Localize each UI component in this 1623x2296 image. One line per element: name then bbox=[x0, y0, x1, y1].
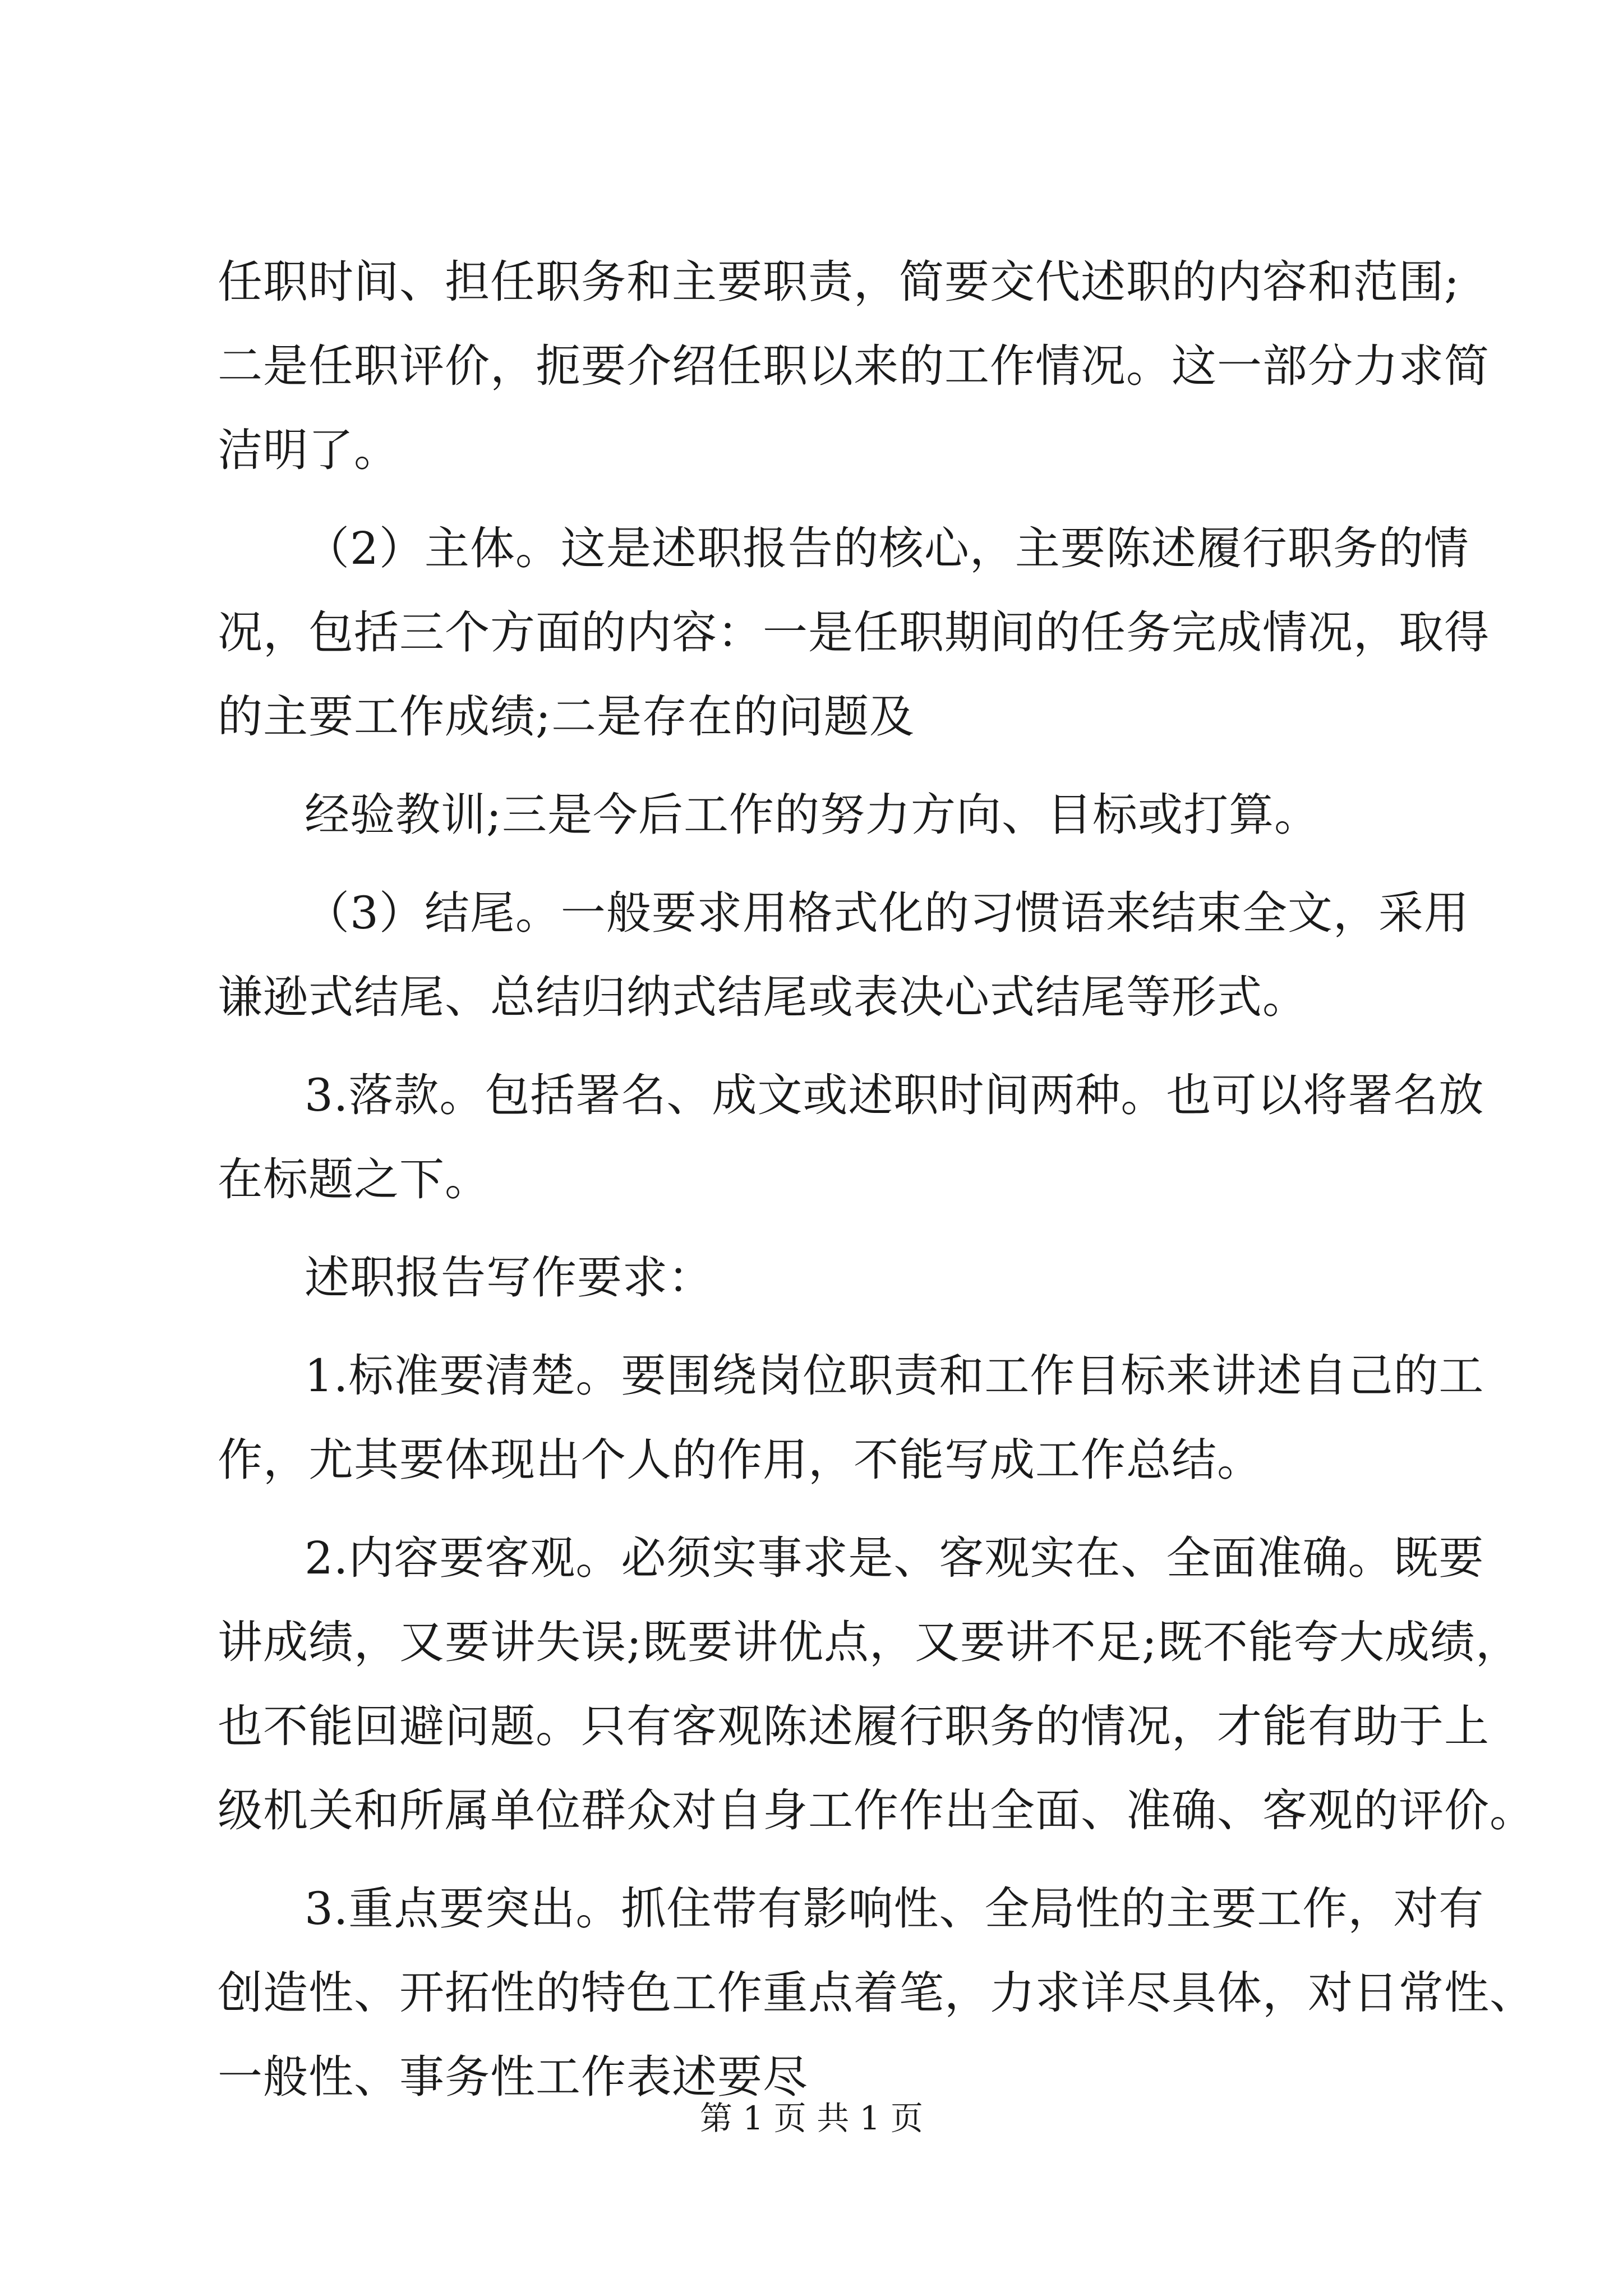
paragraph-line: 3.重点要突出。抓住带有影响性、全局性的主要工作，对有 bbox=[305, 1883, 1484, 1935]
paragraph-line: 况，包括三个方面的内容：一是任职期间的任务完成情况，取得 bbox=[218, 606, 1490, 659]
paragraph-line: 3.落款。包括署名、成文或述职时间两种。也可以将署名放 bbox=[305, 1069, 1484, 1121]
paragraph-line: 级机关和所属单位群众对自身工作作出全面、准确、客观的评价。 bbox=[218, 1784, 1535, 1837]
paragraph-line: （3）结尾。一般要求用格式化的习惯语来结束全文，采用 bbox=[305, 887, 1469, 939]
page-number-footer: 第 1 页 共 1 页 bbox=[700, 2099, 923, 2137]
paragraph-line: 作，尤其要体现出个人的作用，不能写成工作总结。 bbox=[218, 1434, 1262, 1486]
paragraph-line: 创造性、开拓性的特色工作重点着笔，力求详尽具体，对日常性、 bbox=[218, 1967, 1535, 2019]
paragraph-line: 谦逊式结尾、总结归纳式结尾或表决心式结尾等形式。 bbox=[218, 971, 1308, 1023]
paragraph-line: 也不能回避问题。只有客观陈述履行职务的情况，才能有助于上 bbox=[218, 1700, 1490, 1752]
paragraph-line: 1.标准要清楚。要围绕岗位职责和工作目标来讲述自己的工 bbox=[305, 1350, 1484, 1402]
paragraph-line: 2.内容要客观。必须实事求是、客观实在、全面准确。既要 bbox=[305, 1532, 1484, 1584]
paragraph-line: （2）主体。这是述职报告的核心，主要陈述履行职务的情 bbox=[305, 522, 1469, 574]
paragraph-line: 的主要工作成绩;二是存在的问题及 bbox=[218, 691, 915, 743]
paragraph-line: 任职时间、担任职务和主要职责，简要交代述职的内容和范围; bbox=[218, 256, 1460, 308]
paragraph-line: 二是任职评价，扼要介绍任职以来的工作情况。这一部分力求简 bbox=[218, 340, 1490, 392]
section-heading: 述职报告写作要求： bbox=[305, 1251, 713, 1304]
paragraph-line: 经验教训;三是今后工作的努力方向、目标或打算。 bbox=[305, 789, 1320, 841]
paragraph-line: 洁明了。 bbox=[218, 424, 399, 476]
paragraph-line: 在标题之下。 bbox=[218, 1153, 490, 1205]
paragraph-line: 一般性、事务性工作表述要尽 bbox=[218, 2051, 808, 2103]
paragraph-line: 讲成绩，又要讲失误;既要讲优点，又要讲不足;既不能夸大成绩， bbox=[218, 1616, 1521, 1668]
